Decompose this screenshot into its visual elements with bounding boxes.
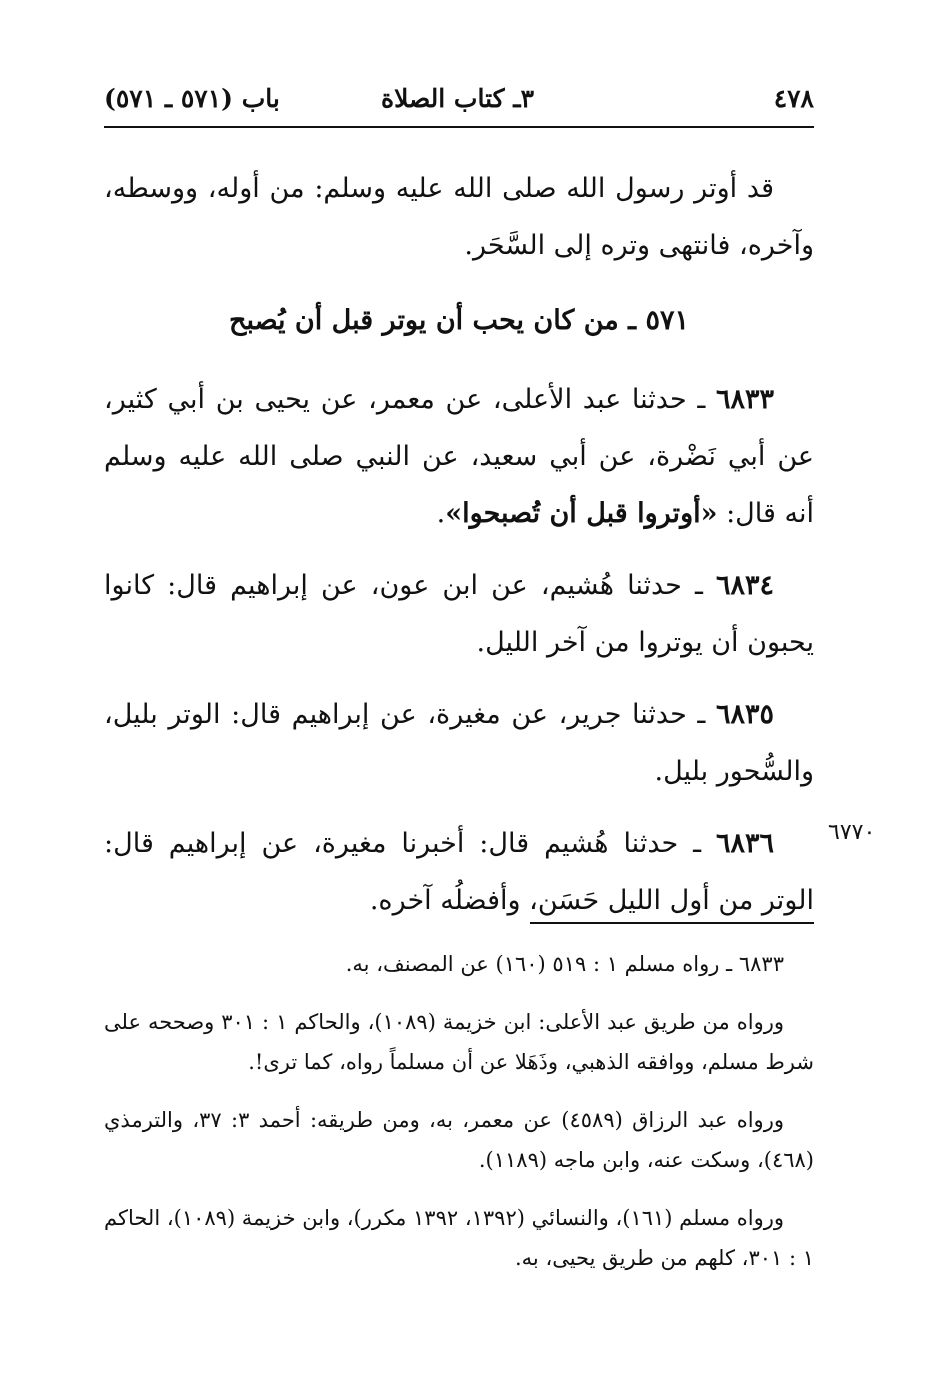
hadith-number: ٦٨٣٣ [715,384,774,415]
footnote-rule [530,922,814,924]
hadith-6833 [104,371,814,542]
chapter-heading: ٥٧١ ـ من كان يحب أن يوتر قبل أن يُصبح [229,305,689,336]
main-text [104,160,814,944]
footnotes [104,944,814,1296]
footnote: ورواه من طريق عبد الأعلى: ابن خزيمة (١٠٨٩)، والحاكم ١ : ٣٠١ وصححه على شرط مسلم، ووافقه الذهبي، وذَهَلا عن أن مسلماً رواه، كما ترى!. [104,1010,814,1074]
book-title: ٣ـ كتاب الصلاة [380,84,534,113]
running-header [104,78,814,118]
hadith-quote: «أوتروا قبل أن تُصبحوا» [445,498,718,529]
hadith-6834 [104,557,814,671]
footnote: ٦٨٣٣ ـ رواه مسلم ١ : ٥١٩ (١٦٠) عن المصنف، به. [345,952,784,976]
footnote: ورواه مسلم (١٦١)، والنسائي (١٣٩٢، ١٣٩٢ مكرر)، وابن خزيمة (١٠٨٩)، الحاكم ١ : ٣٠١، كلهم من طريق يحيى، به. [104,1206,814,1270]
hadith-text: ـ حدثنا هُشيم قال: أخبرنا مغيرة، عن إبراهيم قال: الوتر من أول الليل حَسَن، وأفضلُه آخره. [104,828,814,916]
hadith-number: ٦٨٣٥ [715,699,774,730]
page-number: ٤٧٨ [773,84,814,113]
hadith-number: ٦٨٣٦ [715,828,774,859]
footnote: ورواه عبد الرزاق (٤٥٨٩) عن معمر، به، ومن طريقه: أحمد ٣: ٣٧، والترمذي (٤٦٨)، وسكت عنه، وابن ماجه (١١٨٩). [104,1108,814,1172]
hadith-number: ٦٨٣٤ [715,570,774,601]
hadith-6835 [104,686,814,800]
margin-number: ٦٧٧٠ [828,820,876,845]
hadith-end: . [436,498,446,529]
hadith-text: ـ حدثنا جرير، عن مغيرة، عن إبراهيم قال: الوتر بليل، والسُّحور بليل. [104,699,814,787]
hadith-text: ـ حدثنا عبد الأعلى، عن معمر، عن يحيى بن أبي كثير، عن أبي نَضْرة، عن أبي سعيد، عن النبي صلى الله عليه وسلم أنه قال: [104,384,814,529]
header-rule [104,126,814,128]
hadith-text: ـ حدثنا هُشيم، عن ابن عون، عن إبراهيم قال: كانوا يحبون أن يوتروا من آخر الليل. [104,570,814,658]
chapter-range: باب (٥٧١ ـ ٥٧١) [104,84,280,113]
hadith-6836 [104,815,814,929]
continuation-paragraph: قد أوتر رسول الله صلى الله عليه وسلم: من أوله، ووسطه، وآخره، فانتهى وتره إلى السَّحَر. [104,173,814,261]
